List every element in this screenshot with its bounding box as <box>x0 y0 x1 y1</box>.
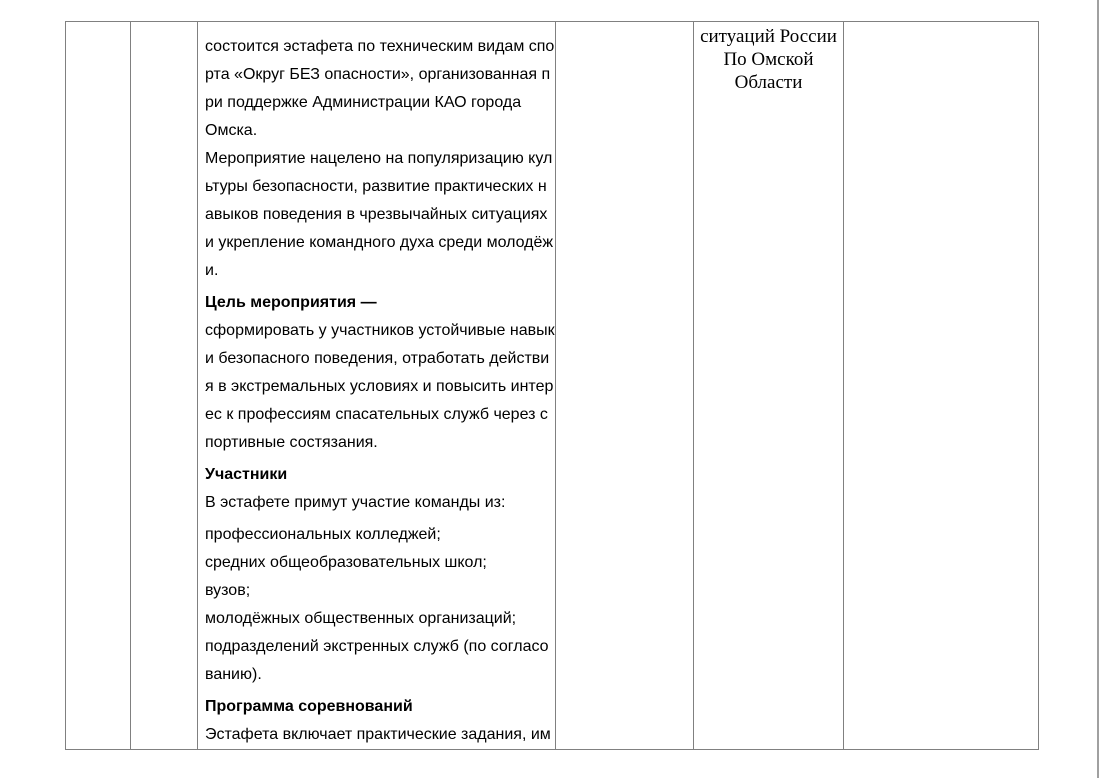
paragraph <box>205 289 555 457</box>
paragraph <box>205 549 551 577</box>
paragraph-heading-line: Программа соревнований <box>205 698 413 715</box>
text-line: сформировать у участников устойчивые навык <box>205 322 555 339</box>
paragraph-heading-line: Участники <box>205 466 288 483</box>
text-line: ри поддержке Администрации КАО города <box>205 94 522 111</box>
table-cell-empty-1 <box>66 22 131 749</box>
paragraph <box>205 33 555 145</box>
page-right-edge-line <box>1097 0 1099 778</box>
text-line: ванию). <box>205 666 262 683</box>
text-line: В эстафете примут участие команды из: <box>205 494 506 511</box>
text-line: молодёжных общественных организаций; <box>205 610 517 627</box>
table-cell-empty-4 <box>844 22 1038 749</box>
text-line: портивные состязания. <box>205 434 378 451</box>
paragraph <box>205 577 551 605</box>
organizer-cell <box>694 22 844 749</box>
text-line: авыков поведения в чрезвычайных ситуациях <box>205 206 548 223</box>
event-schedule-table <box>65 21 1039 750</box>
text-line: вузов; <box>205 582 251 599</box>
table-cell-empty-3 <box>556 22 694 749</box>
text-line: Омска. <box>205 122 258 139</box>
paragraph-heading-line: Цель мероприятия — <box>205 294 377 311</box>
paragraph <box>205 145 554 285</box>
organizer-text-line: По Омской <box>723 49 814 70</box>
paragraph <box>205 693 551 721</box>
text-line: и укрепление командного духа среди молодёж <box>205 234 554 251</box>
paragraph <box>205 633 551 689</box>
text-line: средних общеобразовательных школ; <box>205 554 487 571</box>
text-line: ьтуры безопасности, развитие практических н <box>205 178 547 195</box>
text-line: состоится эстафета по техническим видам спо <box>205 38 555 55</box>
organizer-cell-text <box>694 25 843 94</box>
text-line: ес к профессиям спасательных служб через с <box>205 406 548 423</box>
organizer-text-line: ситуаций России <box>700 26 837 47</box>
event-description-cell <box>198 22 556 749</box>
paragraph <box>205 461 551 517</box>
text-line: я в экстремальных условиях и повысить интер <box>205 378 554 395</box>
text-line: и. <box>205 262 219 279</box>
paragraph <box>205 721 551 749</box>
paragraph <box>205 521 551 549</box>
table-cell-empty-2 <box>131 22 198 749</box>
text-line: рта «Округ БЕЗ опасности», организованная п <box>205 66 551 83</box>
text-line: подразделений экстренных служб (по согласо <box>205 638 549 655</box>
organizer-text-line: Области <box>734 72 803 93</box>
text-line: и безопасного поведения, отработать действи <box>205 350 550 367</box>
text-line: Мероприятие нацелено на популяризацию кул <box>205 150 553 167</box>
text-line: профессиональных колледжей; <box>205 526 441 543</box>
text-line: Эстафета включает практические задания, им <box>205 726 551 743</box>
paragraph <box>205 605 551 633</box>
